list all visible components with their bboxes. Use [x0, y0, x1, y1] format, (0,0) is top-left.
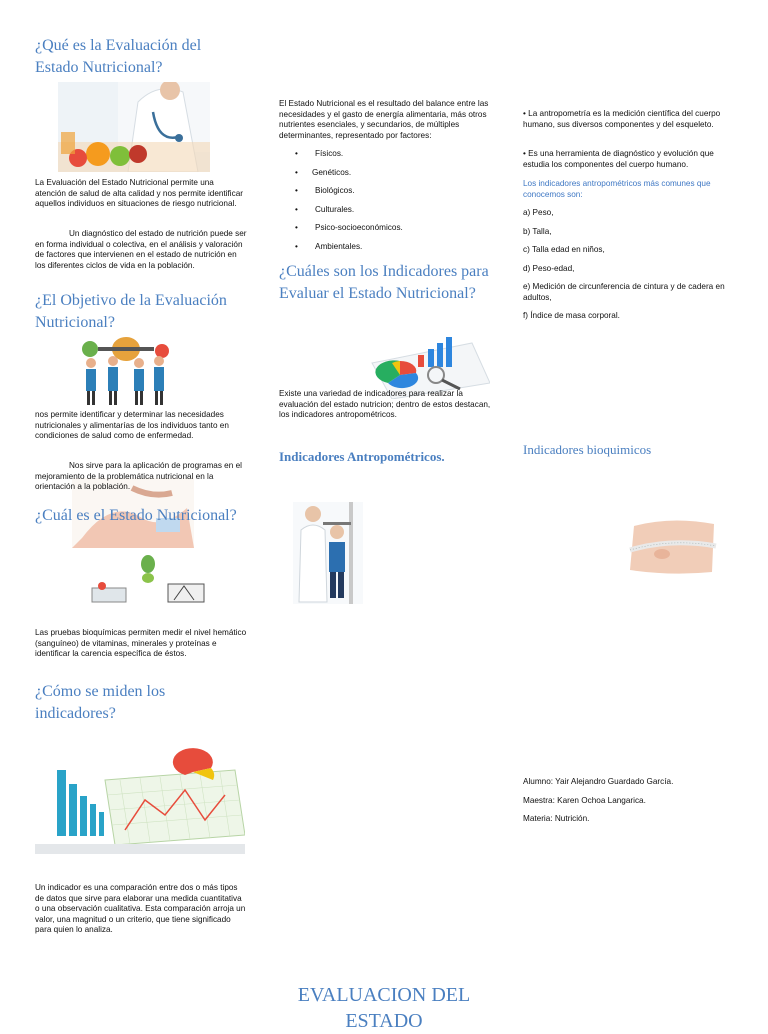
- indicators-list: [523, 208, 738, 330]
- list-item: • Genéticos.: [279, 168, 479, 187]
- list-item: c) Talla edad en niños,: [523, 245, 605, 254]
- list-item: a) Peso,: [523, 208, 554, 217]
- heading-objective: ¿El Objetivo de la Evaluación Nutricional?: [35, 292, 227, 331]
- cover-title: EVALUACION DEL ESTADO: [297, 984, 471, 1032]
- credits-block: [523, 777, 738, 825]
- waist-measure-image: [624, 516, 718, 576]
- para-evaluation-definition: La Evaluación del Estado Nutricional permite una atención de salud de alta calidad y nos permite identificar aquellos individuos en situaciones de riesgo nutricional.: [35, 178, 243, 209]
- heading-which-indicators: ¿Cuáles son los Indicadores para Evaluar el Estado Nutricional?: [279, 263, 489, 302]
- credit-teacher: Maestra: Karen Ochoa Langarica.: [523, 795, 646, 805]
- heading-how-measured: ¿Cómo se miden los indicadores?: [35, 683, 166, 722]
- para-diagnosis: Un diagnóstico del estado de nutrición puede ser en forma individual o colectiva, en el análisis y valoración de factores que intervienen en el estado de nutrición en los diferentes ciclos de vida en la población.: [35, 229, 247, 270]
- subheading-biochemical: Indicadores bioquimicos: [523, 442, 652, 457]
- para-indicators-variety: Existe una variedad de indicadores para realizar la evaluación del estado nutricion; dentro de estos destacan, los indicadores antropométricos.: [279, 389, 491, 420]
- factors-list: [279, 149, 479, 260]
- para-state-definition: El Estado Nutricional es el resultado del balance entre las necesidades y el gasto de energía alimentaria, más otros nutrientes esenciales, y secundarios, de múltiples determinantes, representado por factores:: [279, 99, 489, 140]
- para-biochemical: Las pruebas bioquímicas permiten medir el nivel hemático (sanguíneo) de vitaminas, minerales y proteínas e identificar la carencia específica de éstos.: [35, 628, 247, 659]
- list-item: • Ambientales.: [279, 242, 479, 261]
- charts-illustration-image: [35, 740, 245, 854]
- lab-tests-image: [88, 554, 212, 606]
- credit-student: Alumno: Yair Alejandro Guardado García.: [523, 777, 674, 786]
- heading-what-is-evaluation: ¿Qué es la Evaluación del Estado Nutricional?: [35, 37, 202, 76]
- doctor-child-image: [293, 502, 363, 604]
- list-item: e) Medición de circunferencia de cintura y de cadera en adultos,: [523, 282, 725, 302]
- bullet-diagnostic-tool: • Es una herramienta de diagnóstico y evolución que estudia los componentes del cuerpo humano.: [523, 149, 714, 169]
- heading-what-is-state: ¿Cuál es el Estado Nutricional?: [35, 507, 237, 524]
- people-nutrition-image: [78, 335, 174, 407]
- para-objective: nos permite identificar y determinar las necesidades nutricionales y alimentarías de los individuos tanto en condiciones de salud como de enfermedad.: [35, 410, 229, 441]
- para-programs: Nos sirve para la aplicación de programas en el mejoramiento de la problemática nutricional en la orientación a la población.: [35, 461, 242, 492]
- list-item: • Psico-socioeconómicos.: [279, 223, 479, 242]
- doctor-fruit-image: [58, 82, 210, 172]
- para-indicator-definition: Un indicador es una comparación entre dos o más tipos de datos que sirve para elaborar una medida cuantitativa o una observación cualitativa. Esta comparación arroja un valor, una magnitud o un criterio, que tiene significado para quien lo analiza.: [35, 883, 246, 935]
- bullet-anthropometry: • La antropometría es la medición científica del cuerpo humano, sus diversos componentes y del esqueleto.: [523, 109, 721, 129]
- list-item: • Físicos.: [279, 149, 479, 168]
- list-item: • Culturales.: [279, 205, 479, 224]
- credit-subject: Materia: Nutrición.: [523, 814, 590, 824]
- blue-para-common-indicators: Los indicadores antropométricos más comunes que conocemos son:: [523, 179, 711, 199]
- subheading-anthropometric: Indicadores Antropométricos.: [279, 449, 445, 464]
- list-item: b) Talla,: [523, 226, 552, 236]
- list-item: d) Peso-edad,: [523, 263, 575, 273]
- list-item: f) Índice de masa corporal.: [523, 311, 620, 320]
- list-item: • Biológicos.: [279, 186, 479, 205]
